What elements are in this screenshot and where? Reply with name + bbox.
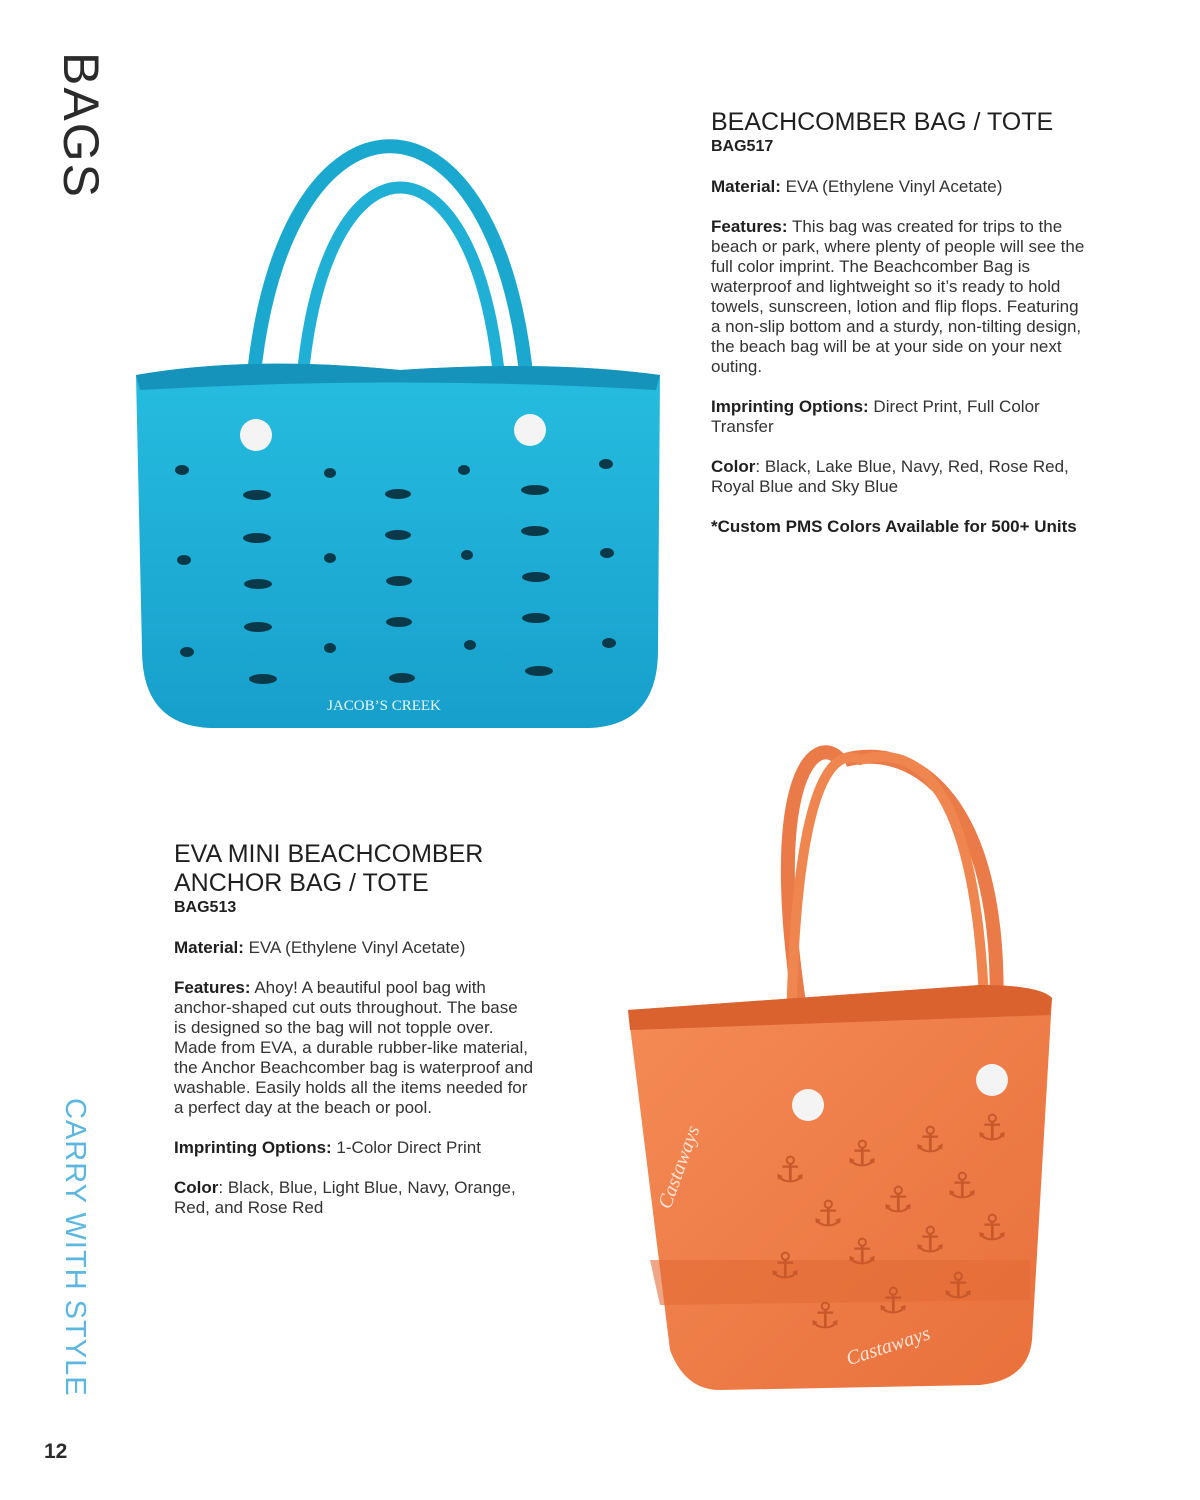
material-label: Material: [174,938,244,957]
product-imprinting [174,1138,534,1158]
product-features [711,217,1091,377]
anchor-icon: ⚓ [913,1120,947,1161]
color-label: Color [174,1178,219,1197]
anchor-icon: ⚓ [811,1194,845,1235]
product-color [711,457,1091,497]
anchor-icon: ⚓ [845,1232,879,1273]
blue-tote-bag-image [130,90,670,740]
bag-imprint-logo-side: Castaways [654,1122,705,1212]
imprint-value: 1-Color Direct Print [331,1138,481,1157]
bag-imprint-logo: JACOB’S CREEK [327,698,441,714]
anchor-icon: ⚓ [945,1166,979,1207]
custom-pms-note: *Custom PMS Colors Available for 500+ Units [711,517,1077,536]
anchor-icon: ⚓ [808,1296,842,1337]
product-color [174,1178,534,1218]
imprint-label: Imprinting Options: [711,397,869,416]
color-label: Color [711,457,756,476]
product-material [711,177,1091,197]
page-number: 12 [44,1440,68,1463]
material-value: EVA (Ethylene Vinyl Acetate) [243,938,466,957]
features-value: Ahoy! A beautiful pool bag with anchor-shaped cut outs throughout. The base is designed so the bag will not topple over. Made from EVA, a durable rubber-like material, the Anchor Beachcomber bag is waterproof and washable. Easily holds all the items needed for a perfect day at the beach or pool. [174,978,534,1117]
features-value: This bag was created for trips to the beach or park, where plenty of people will see the full color imprint. The Beachcomber Bag is waterproof and lightweight so it’s ready to hold towels, sunscreen, lotion and flip flops. Featuring a non-slip bottom and a sturdy, non-tilting design, the beach bag will be at your side on your next outing. [711,217,1085,376]
color-value: : Black, Lake Blue, Navy, Red, Rose Red, Royal Blue and Sky Blue [711,457,1069,496]
features-label: Features: [174,978,251,997]
product-sku: BAG517 [711,138,774,155]
product-features [174,978,534,1118]
imprint-value: Direct Print, Full Color Transfer [711,397,1040,436]
anchor-icon: ⚓ [975,1208,1009,1249]
anchor-icon: ⚓ [975,1108,1009,1149]
material-value: EVA (Ethylene Vinyl Acetate) [780,177,1003,196]
anchor-icon: ⚓ [881,1180,915,1221]
section-tagline: CARRY WITH STYLE [59,1098,91,1397]
orange-anchor-tote-bag-image [600,740,1070,1400]
anchor-icon: ⚓ [768,1246,802,1287]
imprint-label: Imprinting Options: [174,1138,332,1157]
features-label: Features: [711,217,788,236]
product-title: EVA MINI BEACHCOMBER ANCHOR BAG / TOTE [174,840,484,897]
anchor-icon: ⚓ [876,1281,910,1322]
product-sku: BAG513 [174,899,237,916]
anchor-icon: ⚓ [941,1266,975,1307]
anchor-icon: ⚓ [773,1150,807,1191]
product-title: BEACHCOMBER BAG / TOTE [711,108,1054,136]
anchor-icon: ⚓ [845,1134,879,1175]
section-label: BAGS [53,52,109,199]
bag-imprint-logo-base: Castaways [843,1322,933,1371]
product-imprinting [711,397,1091,437]
product-mini-anchor [174,840,534,1238]
color-value: : Black, Blue, Light Blue, Navy, Orange, Red, and Rose Red [174,1178,516,1217]
product-beachcomber [711,108,1091,557]
anchor-icon: ⚓ [913,1220,947,1261]
material-label: Material: [711,177,781,196]
product-material [174,938,534,958]
